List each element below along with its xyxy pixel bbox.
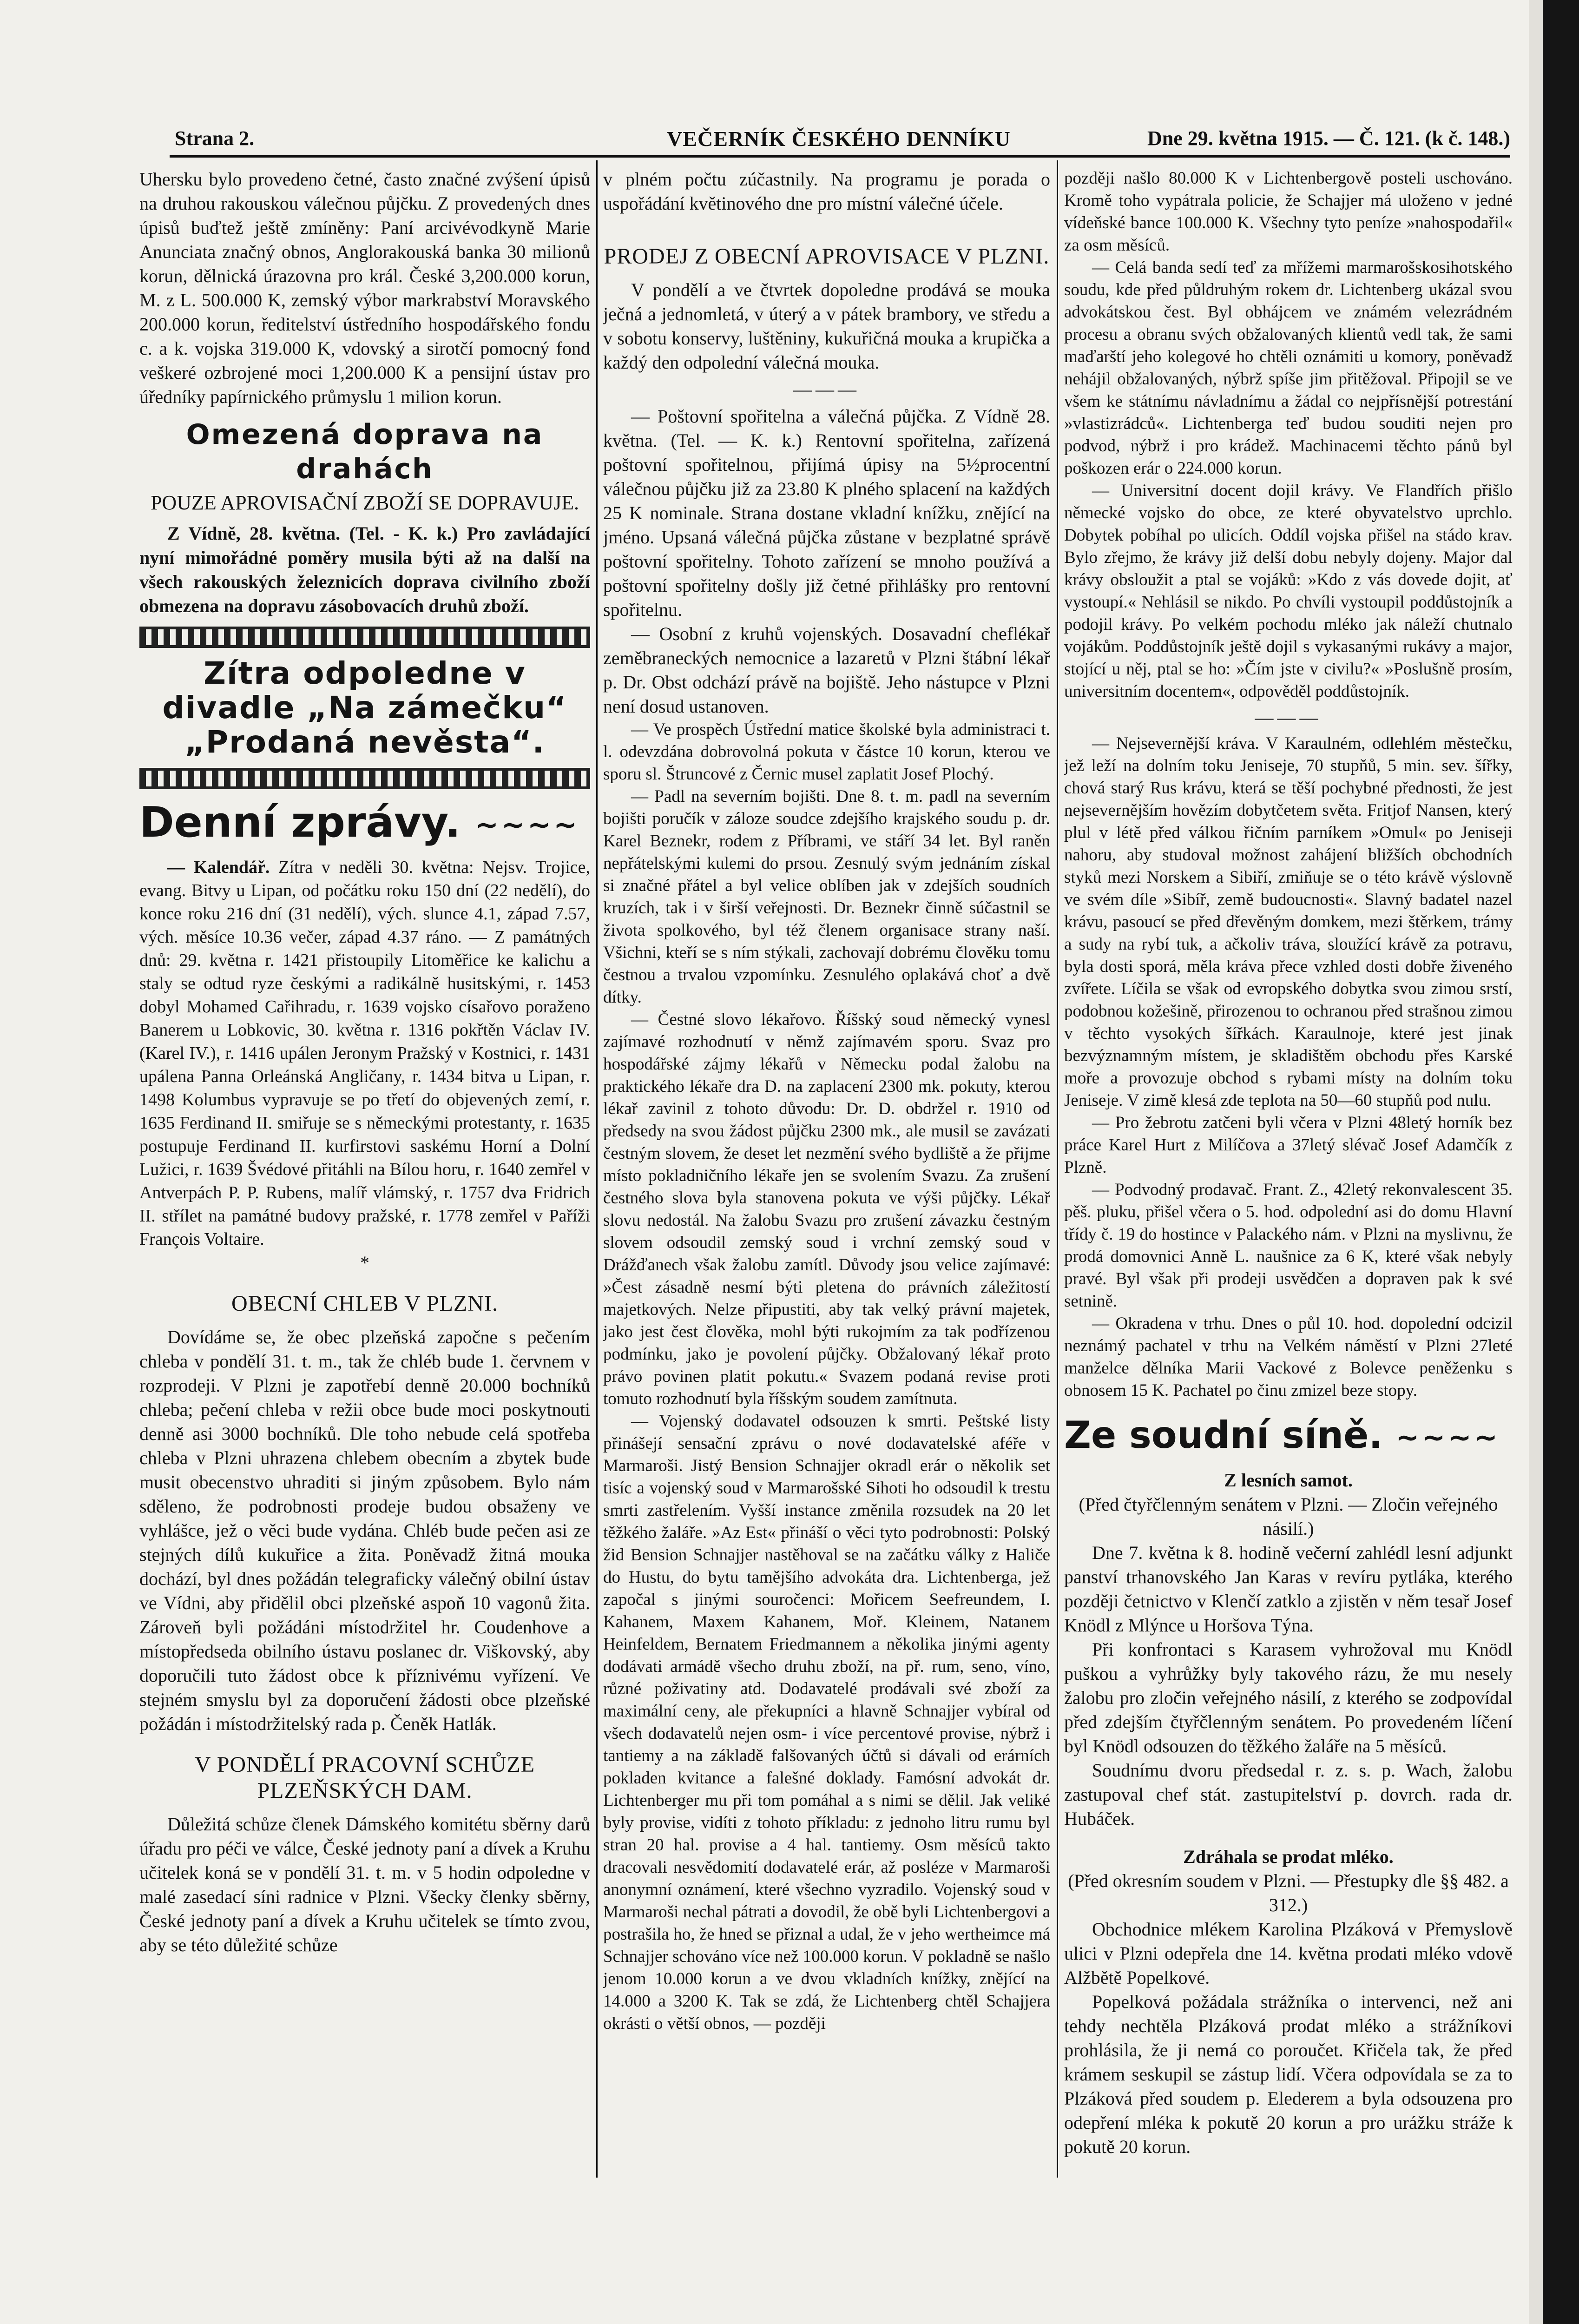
section-title-daily-news bbox=[139, 799, 590, 849]
page-number: Strana 2. bbox=[175, 127, 255, 150]
court-case-1-p3: Soudnímu dvoru předsedal r. z. s. p. Wach, žalobu zastupoval chef stát. zastupitelství p. dovrch. rada dr. Hubáček. bbox=[1064, 1760, 1513, 1829]
article-market-theft: — Okradena v trhu. Dnes o půl 10. hod. dopolední odcizil neznámý pachatel v trhu na Velkém náměstí v Plzni 27leté manželce dělníka Marii Vackové z Bolevce peněženku s obnosem 15 K. Pachatel po činu zmizel beze stopy. bbox=[1064, 1314, 1513, 1400]
article-municipal-supply: V pondělí a ve čtvrtek dopoledne prodává se mouka ječná a jednomletá, v úterý a v pátek brambory, ve středu a v sobotu konservy, luštěniny, kukuřičná mouka a krupička a každý den odpolední válečná mouka. bbox=[603, 279, 1050, 373]
separator-star: * bbox=[360, 1252, 369, 1274]
section-title-court bbox=[1064, 1411, 1513, 1462]
court-case-title-1: Z lesních samot. bbox=[1224, 1470, 1353, 1491]
article-rail-transport: Z Vídně, 28. května. (Tel. - K. k.) Pro zavládající nyní mimořádné poměry musila býti až na další na všech rakouských železnicích doprava civilního zboží obmezena na dopravu zásobovacích druhů zboží. bbox=[139, 523, 590, 616]
article-fraud-seller: — Podvodný prodavač. Frant. Z., 42letý rekonvalescent 35. pěš. pluku, přišel včera o 5. hod. odpolední asi do domu Hlavní třídy č. 19 do hostince v Palackého nám. v Plzni na myslivnu, že prodá domovnici Anně L. naušnice za 6 K, které však nebyly pravé. Byl však při prodeji usvědčen a dopraven pak k své setnině. bbox=[1064, 1180, 1513, 1311]
article-military-personnel: — Osobní z kruhů vojenských. Dosavadní cheflékař zeměbraneckých nemocnice a lazaretů v Plzni štábní lékař p. Dr. Obst odchází právě na bojiště. Jeho nástupce v Plzni není dosud ustanoven. bbox=[603, 623, 1050, 717]
calendar-entry bbox=[139, 856, 590, 1251]
calendar-text: Zítra v neděli 30. května: Nejsv. Trojice, evang. Bitvy u Lipan, od počátku roku 150 dní (22 nedělí), do konce roku 216 dní (31 nedělí), vých. slunce 4.1, západ 7.57, vých. měsíce 10.36 večer, západ 4.37 ráno. — Z památných dnů: 29. května r. 1421 přistoupily Litoměřice ke kalichu a staly se odtud ryze českými a radikálně husitskými, r. 1453 dobyl Mohamed Cařihradu, r. 1639 vojsko císařovo poraženo Banerem u Lobkovic, 30. května r. 1316 pokřtěn Václav IV. (Karel IV.), r. 1416 upálen Jeronym Pražský v Kostnici, r. 1431 upálena Panna Orleánská Angličany, r. 1434 bitva u Lipan, r. 1498 Kolumbus vypravuje se po třetí do objevených zemí, r. 1635 Ferdinand II. smiřuje se s německými protestanty, r. 1635 postupuje Ferdinand II. kurfirstovi saskému Horní a Dolní Lužici, r. 1639 Švédové přitáhli na Bílou horu, r. 1640 zemřel v Antverpách P. P. Rubens, malíř vlámský, r. 1757 dva Fridrich II. střílet na památné budovy pražské, r. 1778 zemřel v Paříži François Voltaire. bbox=[139, 858, 590, 1249]
column-rule-1 bbox=[596, 160, 598, 2178]
article-fallen-judge: — Padl na severním bojišti. Dne 8. t. m. padl na severním bojišti poručík v záloze soudce zdejšího krajského soudu p. dr. Karel Beznekr, rodem z Příbrami, ve stáří 34 let. Byl raněn nepřátelskými kulemi do prsou. Zesnulý svým jednáním získal si značné přátel a byl velice oblíben jak v zdejších soudních kruzích, tak i v širší veřejnosti. Dr. Beznekr činně súčastnil se života spolkového, byl též členem organisace strany naší. Všichni, kteří se s ním stýkali, zachovají dobrému člověku tomu čestnou a trvalou vzpomínku. Zesnulého oplakává choť a dvě dítky. bbox=[603, 787, 1050, 1007]
page-header bbox=[167, 126, 1510, 154]
court-case-subtitle-2: (Před okresním soudem v Plzni. — Přestupky dle §§ 482. a 312.) bbox=[1068, 1870, 1509, 1916]
ornament-bottom bbox=[139, 768, 590, 789]
article-doctors-honor: — Čestné slovo lékařovo. Říšský soud německý vynesl zajímavé rozhodnutí v němž zajímavém sporu. Svaz pro hospodářské zájmy lékařů v Německu podal žalobu na praktického lékaře dra D. na zaplacení 2300 mk. pokuty, kterou lékař zavinil z tohoto důvodu: Dr. D. obdržel r. 1910 od předsedy na svou žádost půjčku 2300 mk., ale musil se zavázati čestným slovem, že deset let nezmění svého bydliště a že přijme místo pokladničního lékaře jen se svolením Svazu. Za zrušení čestného slova byla stanovena pokuta ve výši půjčky. Lékař slovu nedostál. Na žalobu Svazu pro zrušení závazku čestným slovem odsoudil zemský soud i vrchní zemský soud v Drážďanech však žalobu zamítl. Důvody jsou velice zajímavé: »Čest zásadně nesmí býti pletena do právních záležitostí majetkových. Nelze připustiti, aby tak velký právní majetek, jako jest čest člověka, mohl býti rukojmím za tak podřízenou podmínku, jako je povolení půjčky. Obžalovaný lékař proto právo povinen platit pokutu.« Svazem podaná revise proti tomuto rozhodnutí byla říšským soudem zamítnuta. bbox=[603, 1010, 1050, 1408]
separator-dash: ——— bbox=[793, 379, 860, 400]
ornament-top bbox=[139, 627, 590, 648]
article-docent-milking: — Universitní docent dojil krávy. Ve Flandřích přišlo německé vojsko do obce, ze které obyvatelstvo uprchlo. Dobytek pobíhal po ulicích. Oddíl vojska přišel na stádo krav. Bylo zřejmo, že krávy již delší dobu nebyly dojeny. Major dal krávy obsloužit a ptal se vojáků: »Kdo z vás dovede dojit, ať vystoupí.« Nehlásil se nikdo. Po chvíli vystoupil poddůstojník a podojil krávy. Po velkém pochodu mléko jak náleží chutnalo vojákům. Poddůstojník ještě dojil s vykasanými rukávy a major, stojící u něj, ptal se ho: »Čím jste v civilu?« »Poslušně prosím, universitním docentem«, odpověděl poddůstojník. bbox=[1064, 481, 1513, 701]
article-war-loan-subscriptions: Uhersku bylo provedeno četné, často značné zvýšení úpisů na druhou rakouskou válečnou půjčku. Z provedených dnes úpisů buďtež ještě zmíněny: Paní arcivévodkyně Marie Anunciata značný obnos, Anglorakouská banka 30 milionů korun, dělnická úrazovna pro král. České 3,200.000 korun, M. z L. 500.000 K, zemský výbor markrabství Moravského 200.000 korun, ředitelství ústředního hospodářského fondu c. a k. vojska 319.000 K, vdovský a sirotčí pomocný fond veškeré ozbrojené moci 1,200.000 K a pensijní ústav pro úředníky papírnického průmyslu 1 milion korun. bbox=[139, 169, 590, 407]
column-2 bbox=[603, 167, 1050, 2185]
article-ladies-meeting-cont: v plném počtu zúčastnily. Na programu je porada o uspořádání květinového dne pro místní válečné účele. bbox=[603, 169, 1050, 214]
court-case-1-p2: Při konfrontaci s Karasem vyhrožoval mu Knödl puškou a vyhrůžky byly takového rázu, že mu nesely žalobu pro zločin veřejného násilí, z kterého se zodpovídal před zdejším čtyřčlenným senátem. Po provedeném líčení byl Knödl odsouzen do těžkého žaláře na 5 měsíců. bbox=[1064, 1639, 1513, 1757]
issue-date: Dne 29. května 1915. — Č. 121. (k č. 148.) bbox=[1147, 127, 1510, 150]
page-edge bbox=[1529, 0, 1543, 2324]
subheadline-rail-transport: POUZE APROVISAČNÍ ZBOŽÍ SE DOPRAVUJE. bbox=[150, 491, 579, 514]
section-title-text: Denní zprávy. bbox=[139, 798, 461, 847]
article-ladies-meeting: Důležitá schůze členek Dámského komitétu sběrny darů úřadu pro péči ve válce, České jednoty paní a dívek a Kruhu učitelek koná se v pondělí 31. t. m. v 5 hodin odpoledne v malé zasedací síni radnice v Plzni. Všecky členky sběrny, České jednoty paní a dívek a Kruhu učitelek se tímto zvou, aby se této důležité schůze bbox=[139, 1814, 590, 1956]
separator-dash-2: ——— bbox=[1255, 707, 1322, 728]
column-3 bbox=[1064, 167, 1513, 2185]
newspaper-title: VEČERNÍK ČESKÉHO DENNÍKU bbox=[667, 127, 1011, 151]
article-gang-arrested: — Celá banda sedí teď za mřížemi marmarošskosihotského soudu, kde před půldruhým rokem dr. Lichtenberg ukázal svou advokátskou čest. Byl obhájcem ve známém velezrádném procesu a obranu svých obžalovaných klientů vedl tak, že sami maďarští jeho kolegové ho chtěli oznámiti u komory, poněvadž nehájil obžalovaných, nýbrž spíše jim přitěžoval. Připojil se ve všem ke státnímu návladnímu a žádal co nejpřísnější potrestání »vlastizrádců«. Lichtenberga teď budou souditi nejen pro podvod, nýbrž i pro krádež. Machinacemi těchto pánů byl poškozen erár o 224.000 korun. bbox=[1064, 258, 1513, 478]
court-case-subtitle-1: (Před čtyřčlenným senátem v Plzni. — Zločin veřejného násilí.) bbox=[1079, 1494, 1498, 1539]
article-begging-arrest: — Pro žebrotu zatčeni byli včera v Plzni 48letý horník bez práce Karel Hurt z Milíčova a 37letý slévač Josef Adamčík z Plzně. bbox=[1064, 1113, 1513, 1177]
headline-municipal-supply: PRODEJ Z OBECNÍ APROVISACE V PLZNI. bbox=[604, 244, 1050, 269]
article-school-fund: — Ve prospěch Ústřední matice školské byla administraci t. l. odevzdána dobrovolná pokuta v částce 10 korun, kterou ve sporu sl. Štruncové z Černic musel zaplatit Josef Plochý. bbox=[603, 720, 1050, 784]
article-military-supplier: — Vojenský dodavatel odsouzen k smrti. Peštské listy přinášejí sensační zprávu o nové dodavatelské aféře v Marmaroši. Jistý Bension Schnajjer okradl erár o několik set tisíc a vojenský soud v Marmarošské Sihoti ho odsoudil k trestu smrti zastřelením. Vyšší instance změnila rozsudek na 20 let těžkého žaláře. »Az Est« přináší o věci tyto podrobnosti: Polský žid Bension Schnajjer nastěhoval se na začátku války z Haliče do Hustu, do bytu tamějšího advokáta dra. Lichtenberga, jež započal s jinými souročenci: Mořicem Seefreundem, I. Kahanem, Maxem Kahanem, Moř. Kleinem, Natanem Heinfeldem, Bernatem Friedmannem a několika jinými agenty dodávati armádě všecho druhu zboží, na př. rum, seno, víno, různé poživatiny atd. Dodavatelé prodávali své zboží za maximální ceny, ale překupníci a hlavně Schnajjer vybíral od všech dodavatelů nejen osm- i více percentové provise, nýbrž i tantiemy a na základě falšovaných účtů si dávali od erárních pokladen kvitance a falešné doklady. Famósní advokát dr. Lichtenberger mu při tom pomáhal a s nimi se dělil. Jak veliké byly provise, vidíti z tohoto příkladu: z jednoho litru rumu byl stran 20 hal. provise a 4 hal. tantiemy. Osm měsíců takto dracovali nesvědomití dodavatelé erár, až posléze v Marmaroši anonymní oznámení, které všechno vyzradilo. Vojenský soud v Marmaroši nechal pátrati a dovodil, že obě byli Lichtenbergovi a postrašila ho, že hned se přiznal a udal, že v jeho wertheimce má Schnajjer schováno více než 100.000 korun. V pokladně se našlo jenom 10.000 korun a ve dvou vkladních knížky, znějící na 14.000 a 3200 K. Tak se zdá, že Lichtenberg chtěl Schajjera okrásti o větší obnos, — později bbox=[603, 1412, 1050, 2033]
calendar-title: — Kalendář. bbox=[167, 858, 270, 878]
article-postal-savings: — Poštovní spořitelna a válečná půjčka. Z Vídně 28. května. (Tel. — K. k.) Rentovní spořitelna, zařízená poštovní spořitelnou, přijímá úpisy na 5½procentní válečnou půjčku již za 23.80 K plného splacení na každých 25 K nominale. Strana dostane vkladní knížku, znějící na jméno. Upsaná válečná půjčka zůstane v bezplatné správě poštovní spořitelny. Tohoto zařízení se mnoho používá a poštovní spořitelny došly již četné přihlášky pro rentovní spořitelnu. bbox=[603, 406, 1050, 620]
wave-ornament-court: ~~~~ bbox=[1395, 1421, 1500, 1454]
column-rule-2 bbox=[1057, 160, 1058, 2178]
headline-rail-transport: Omezená doprava na drahách bbox=[186, 418, 544, 485]
headline-ladies-meeting: V PONDĚLÍ PRACOVNÍ SCHŮZE PLZEŇSKÝCH DAM. bbox=[194, 1752, 535, 1803]
theatre-announcement: Zítra odpoledne v divadle „Na zámečku“ „Prodaná nevěsta“. bbox=[162, 655, 567, 760]
headline-city-bread: OBECNÍ CHLEB V PLZNI. bbox=[231, 1291, 498, 1316]
section-title-court-text: Ze soudní síně. bbox=[1064, 1413, 1383, 1457]
article-city-bread: Dovídáme se, že obec plzeňská započne s pečením chleba v pondělí 31. t. m., tak že chléb bude 1. červnem v rozprodeji. V Plzni je zapotřebí denně 20.000 bochníků chleba; pečení chleba v režii obce bude moci poskytnouti denně asi 3000 bochníků. Dle toho nebude celá spotřeba chleba v Plzni uhrazena chlebem obecním a zbytek bude musit obecenstvo uhraditi si jiným způsobem. Bylo nám sděleno, že podrobnosti prodeje budou obsaženy ve vyhlášce, jež o věci bude vydána. Chléb bude pečen asi ze stejných dílů kukuřice a žita. Poněvadž žitná mouka dochází, byl dnes požádán telegraficky válečný obilní ústav ve Vídni, aby přidělil obci plzeňské aspoň 10 vagonů žita. Zároveň byli požádáni místodržitel hr. Coudenhove a místopředseda obilního ústavu poslanec dr. Viškovský, aby doporučili tuto žádost obce k příznivému vyřízení. Ve stejném smyslu byl za doporučení žádosti obce plzeňské požádán i místodržitelský rada p. Čeněk Hatlák. bbox=[139, 1327, 590, 1735]
article-military-supplier-cont: později našlo 80.000 K v Lichtenbergově posteli uschováno. Kromě toho vypátrala policie, že Schajjer má uloženo v jedné vídeňské bance 100.000 K. Všechny tyto peníze »nahospodařil« za osm měsíců. bbox=[1064, 169, 1513, 255]
court-case-title-2: Zdráhala se prodat mléko. bbox=[1183, 1846, 1394, 1868]
court-case-2-p2: Popelková požádala strážníka o intervenci, než ani tehdy nechtěla Plzáková prodat mléko a strážníkovi prohlásila, že ji nemá co poroučet. Křičela tak, že před krámem seskupil se zástup lidí. Včera odpovídala se za to Plzáková před soudem p. Elederem a byla odsouzena pro odepření mléka k pokutě 20 korun a pro urážku stráže k pokutě 20 korun. bbox=[1064, 1991, 1513, 2158]
wave-ornament: ~~~~ bbox=[475, 809, 580, 842]
column-1 bbox=[139, 167, 590, 2185]
article-northernmost-cow: — Nejsevernější kráva. V Karaulném, odlehlém městečku, jež leží na dolním toku Jeniseje, 70 stupňů, 5 min. sev. šířky, chová starý Rus krávu, která se těší pochybné přednosti, že jest nejsevernějším hovězím dobytčetem světa. Fritjof Nansen, který plul v létě před válkou řičním parníkem »Omul« po Jeniseji nahoru, aby studoval možnost zahájení bližších obchodních styků mezi Norskem a Sibiří, zmiňuje se o této krávě výslovně ve svém díle »Sibíř, země budoucnosti«. Slavný badatel nazel krávu, pasoucí se před dřevěným domkem, mezi štěrkem, trámy a sudy na rybí tuk, a ačkoliv tráva, sloužící krávě za potravu, byla dosti sporá, měla kráva přece vzhled dosti dobře živeného zvířete. Líčila se však od evropského dobytka svou zimou srstí, podobnou kožešině, přirozenou to ochranou před strašnou zimou v těchto vysokých šířkách. Karaulnoje, které jest jinak bezvýznamným místem, je skladištěm obchodu přes Karské moře a provozuje obchod s rybami místy na dolním toku Jeniseje. V zimě klesá zde teplota na 50—60 stupňů pod nulu. bbox=[1064, 734, 1513, 1110]
header-rule bbox=[170, 155, 1510, 158]
court-case-1-p1: Dne 7. května k 8. hodině večerní zahlédl lesní adjunkt panství trhanovského Jan Karas v revíru pytláka, kterého později četnictvo v Klenčí zatklo a zjistěn v něm tesař Josef Knödl z Mlýnce u Horšova Týna. bbox=[1064, 1542, 1513, 1636]
court-case-2-p1: Obchodnice mlékem Karolina Plzáková v Přemyslově ulici v Plzni odepřela dne 14. května prodati mléko vdově Alžbětě Popelkové. bbox=[1064, 1919, 1513, 1988]
